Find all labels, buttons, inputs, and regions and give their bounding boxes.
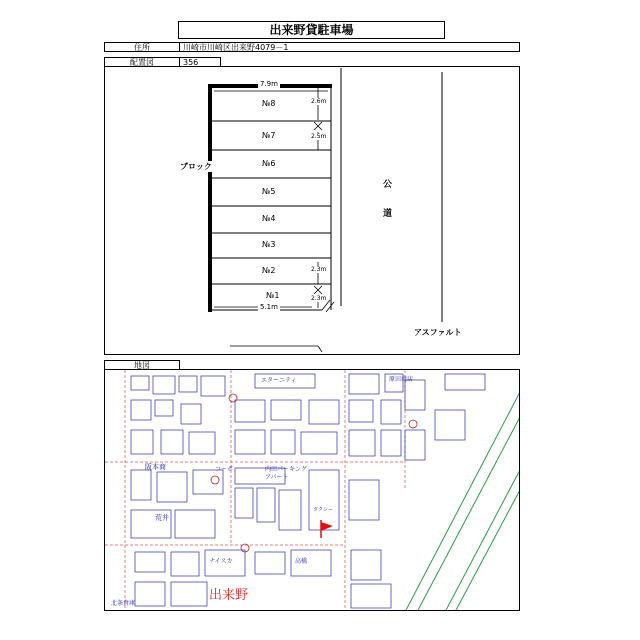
space-7: №7 — [262, 131, 276, 140]
block-label: ブロック — [180, 162, 212, 171]
map-label-arai: 荒井 — [155, 514, 169, 522]
space-5: №5 — [262, 187, 276, 196]
map-label-nice: ナイスカ — [209, 558, 233, 565]
dim-label-1: 2.6m — [311, 98, 327, 105]
address-label: 住所 — [104, 42, 180, 52]
width-bottom-label: 5.1m — [260, 303, 278, 311]
map-label-eternity: エターニティ — [261, 377, 297, 384]
map-label: 地図 — [104, 360, 180, 370]
layout-label: 配置図 — [104, 57, 180, 67]
space-1: №1 — [266, 291, 280, 300]
space-4: №4 — [262, 214, 276, 223]
map-area-name: 出来野 — [209, 588, 249, 603]
space-2: №2 — [262, 266, 276, 275]
layout-value: 356 — [179, 57, 221, 67]
space-dividers — [210, 121, 331, 284]
map-label-hojo: 北条倉庫 — [111, 600, 136, 607]
dim-label-3: 2.3m — [311, 266, 327, 273]
address-value: 川崎市川崎区出来野4079－1 — [179, 42, 520, 52]
space-6: №6 — [262, 159, 276, 168]
map-frame — [104, 369, 520, 611]
map-label-takahashi: 高橋 — [295, 558, 308, 565]
map-label-uchida-parking: 内田パーキング — [265, 466, 307, 473]
page-title: 出来野貸駐車場 — [178, 21, 445, 39]
map-label-harada: 原田商店 — [389, 376, 414, 383]
dim-label-2: 2.5m — [311, 133, 327, 140]
map-label-apartment: アパート — [265, 474, 289, 481]
block-wall-left — [208, 86, 212, 312]
width-top-label: 7.9m — [260, 80, 278, 88]
map-label-taxi: タクシー — [313, 507, 334, 513]
map-label-corpo: コーポ — [215, 466, 234, 473]
area-map — [105, 370, 520, 611]
road-label-2: 道 — [383, 209, 393, 219]
asphalt-label: アスファルト — [414, 328, 462, 337]
space-8: №8 — [262, 99, 276, 108]
road-label-1: 公 — [383, 180, 393, 190]
space-3: №3 — [262, 240, 276, 249]
dim-label-4: 2.3m — [311, 295, 327, 302]
map-label-sakamoto: 阪本商 — [145, 463, 166, 471]
